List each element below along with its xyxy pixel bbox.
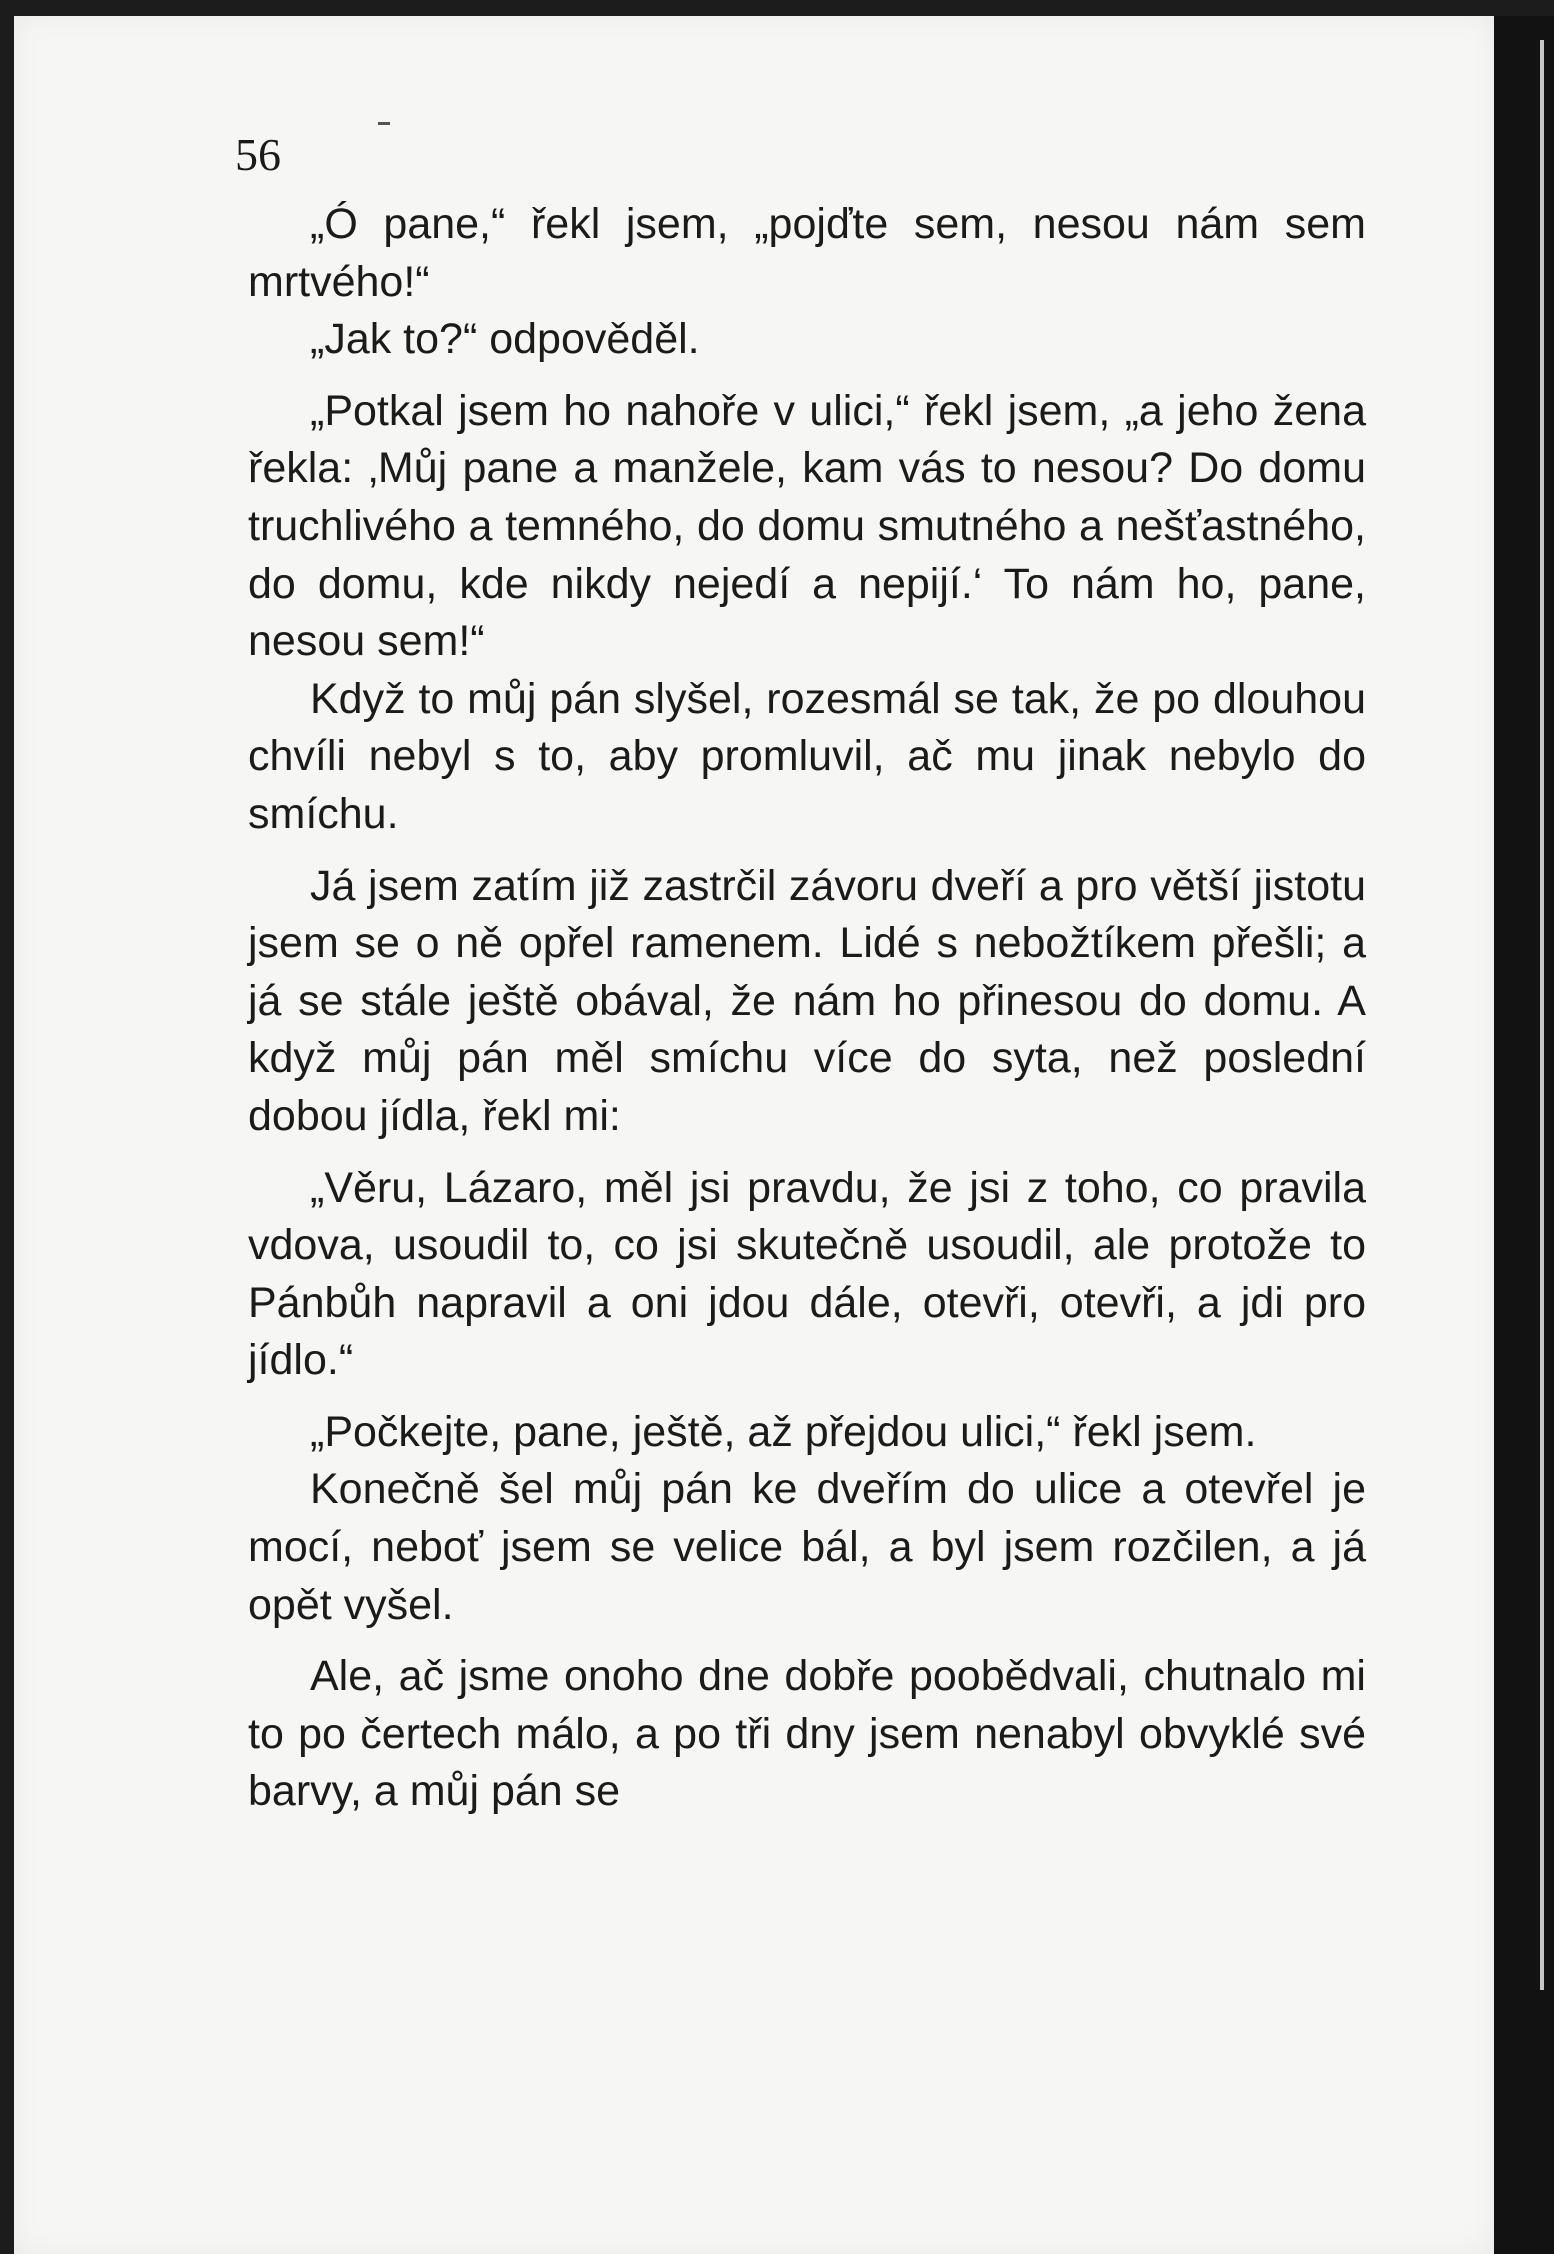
paragraph: „Jak to?“ odpověděl.	[310, 315, 700, 364]
paragraph: Ale, ač jsme onoho dne dobře poobědvali, chutnalo mi to po čertech málo, a po tři dny jsem nenabyl obvyklé své barvy, a můj pán se	[248, 1652, 1366, 1816]
paragraph: Já jsem zatím již zastrčil závoru dveří a pro větší jistotu jsem se o ně opřel ramenem. Lidé s nebožtíkem přešli; a já se stále ještě obával, že nám ho přinesou do domu. A když můj pán měl smíchu více do syta, než poslední dobou jídla, řekl mi:	[248, 861, 1366, 1140]
paragraph: „Potkal jsem ho nahoře v ulici,“ řekl jsem, „a jeho žena řekla: ‚Můj pane a manžele, kam vás to nesou? Do domu truchlivého a temného, do domu smutného a nešťastného, do domu, kde nikdy nejedí a nepijí.‘ To nám ho, pane, nesou sem!“	[248, 386, 1366, 666]
paragraph: Když to můj pán slyšel, rozesmál se tak, že po dlouhou chvíli nebyl s to, aby promluvil, ač mu jinak nebylo do smíchu.	[248, 674, 1366, 838]
page-edge-shadow	[1494, 16, 1554, 2254]
paragraph: „Ó pane,“ řekl jsem, „pojďte sem, nesou nám sem mrtvého!“	[248, 200, 1366, 306]
paragraph: „Věru, Lázaro, měl jsi pravdu, že jsi z toho, co pravila vdova, usoudil to, co jsi skutečně usoudil, ale protože to Pánbůh napravil a oni jdou dále, otevři, otevři, a jdi pro jídlo.“	[248, 1163, 1366, 1385]
paragraph: Konečně šel můj pán ke dveřím do ulice a otevřel je mocí, neboť jsem se velice bál, a byl jsem rozčilen, a já opět vyšel.	[248, 1465, 1366, 1629]
page-number: 56	[235, 129, 281, 180]
print-mark	[378, 122, 390, 125]
page-edge-line	[1540, 40, 1544, 1990]
body-text	[248, 196, 1366, 1821]
paragraph: „Počkejte, pane, ještě, až přejdou ulici,“ řekl jsem.	[310, 1407, 1257, 1456]
